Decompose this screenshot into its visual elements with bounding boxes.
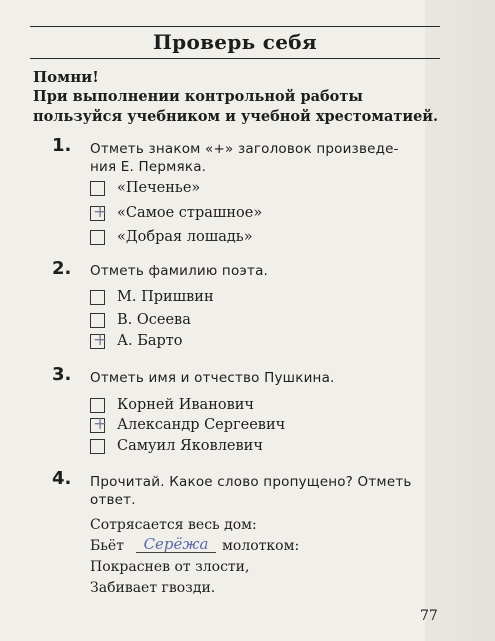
checkbox[interactable] — [90, 230, 105, 245]
checkbox[interactable] — [90, 181, 105, 196]
plus-mark: + — [93, 413, 108, 434]
title-rule-top — [30, 26, 440, 27]
question-number: 1. — [52, 135, 72, 156]
question-text — [90, 473, 412, 509]
poem-line: Забивает гвозди. — [90, 580, 216, 596]
plus-mark: + — [93, 329, 108, 350]
answer-blank[interactable] — [136, 535, 216, 557]
answer-option[interactable] — [90, 227, 253, 247]
question-text — [90, 369, 335, 387]
blank-underline — [136, 552, 216, 553]
question-text-line: Отметь имя и отчество Пушкина. — [90, 370, 335, 386]
question-text-line: Отметь фамилию поэта. — [90, 263, 269, 279]
question-text — [90, 262, 268, 280]
question-text-line: ответ. — [90, 492, 136, 508]
question-number: 2. — [52, 258, 72, 279]
page-number: 77 — [420, 608, 438, 624]
answer-option[interactable] — [90, 203, 262, 223]
answer-option[interactable] — [90, 287, 214, 307]
poem-line: Бьёт — [90, 538, 124, 554]
option-label: М. Пришвин — [117, 289, 214, 305]
option-label: Корней Иванович — [117, 397, 255, 413]
checkbox[interactable] — [90, 398, 105, 413]
instruction-text: При выполнении контрольной работы пользуйся учебником и учебной хрестоматией. — [33, 88, 439, 125]
checkbox-checked[interactable] — [90, 329, 108, 350]
answer-option[interactable] — [90, 395, 254, 415]
answer-option[interactable] — [90, 178, 200, 198]
question-text — [90, 140, 399, 176]
checkbox[interactable] — [90, 313, 105, 328]
option-label: А. Барто — [117, 333, 183, 349]
answer-option[interactable] — [90, 310, 191, 330]
option-label: Александр Сергеевич — [117, 417, 286, 433]
question-number: 3. — [52, 364, 72, 385]
option-label: «Печенье» — [117, 180, 201, 196]
checkbox[interactable] — [90, 439, 105, 454]
poem-line: молотком: — [222, 538, 300, 554]
title-rule-bottom — [30, 58, 440, 59]
answer-option[interactable] — [90, 331, 183, 351]
question-number: 4. — [52, 468, 72, 489]
option-label: «Самое страшное» — [117, 205, 263, 221]
answer-option[interactable] — [90, 415, 285, 435]
question-text-line: Прочитай. Какое слово пропущено? Отметь — [90, 474, 412, 490]
checkbox-checked[interactable] — [90, 201, 108, 222]
checkbox-checked[interactable] — [90, 413, 108, 434]
option-label: «Добрая лошадь» — [117, 229, 253, 245]
answer-option[interactable] — [90, 436, 263, 456]
handwritten-answer: Серёжа — [143, 535, 209, 553]
option-label: Самуил Яковлевич — [117, 438, 263, 454]
poem-line: Сотрясается весь дом: — [90, 517, 257, 533]
plus-mark: + — [93, 201, 108, 222]
poem-line: Покраснев от злости, — [90, 559, 250, 575]
question-text-line: Отметь знаком «+» заголовок произведе- — [90, 141, 399, 157]
page-title: Проверь себя — [153, 30, 317, 54]
checkbox[interactable] — [90, 290, 105, 305]
question-text-line: ния Е. Пермяка. — [90, 159, 207, 175]
option-label: В. Осеева — [117, 312, 191, 328]
remember-heading: Помни! — [33, 68, 99, 86]
